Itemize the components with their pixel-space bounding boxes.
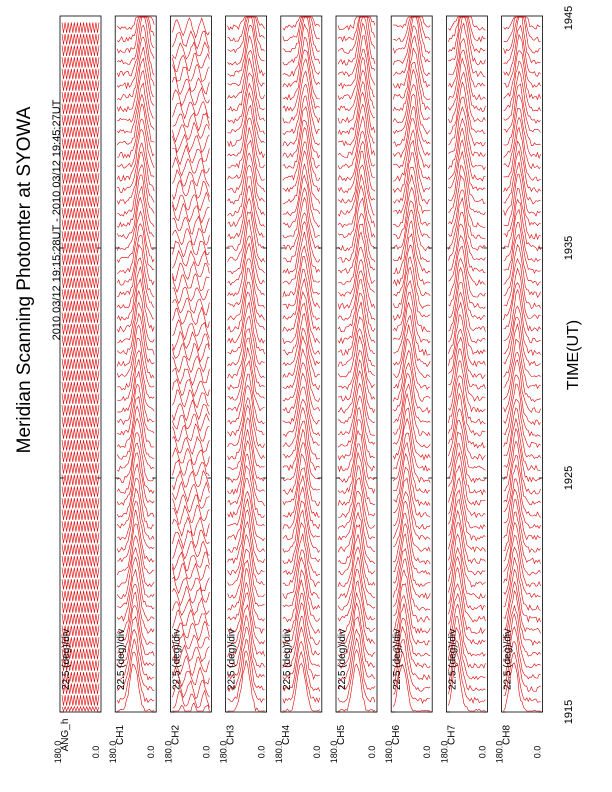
scan-trace bbox=[62, 510, 99, 520]
scan-trace bbox=[62, 394, 99, 404]
scan-trace bbox=[172, 113, 209, 131]
scan-trace bbox=[283, 303, 320, 354]
scan-trace bbox=[228, 418, 265, 470]
scan-trace bbox=[62, 602, 99, 612]
scan-trace bbox=[62, 312, 99, 322]
scan-trace bbox=[62, 69, 99, 79]
scan-trace bbox=[393, 26, 430, 76]
scan-trace bbox=[172, 193, 209, 211]
channel-label: CH1 bbox=[115, 724, 127, 746]
scan-trace bbox=[62, 417, 99, 427]
scan-trace bbox=[448, 557, 485, 610]
scan-trace bbox=[62, 138, 99, 148]
scan-trace bbox=[62, 254, 99, 264]
scan-trace bbox=[117, 25, 154, 76]
scan-trace bbox=[117, 464, 154, 517]
scale-label: 22.5 (deg)/div bbox=[337, 628, 348, 690]
scan-trace bbox=[62, 382, 99, 392]
scan-trace bbox=[504, 290, 541, 343]
channel-label: CH7 bbox=[446, 724, 458, 746]
y-tick-label: 0.0 bbox=[91, 745, 101, 759]
scan-trace bbox=[393, 210, 430, 262]
scan-trace bbox=[62, 22, 99, 32]
scan-trace bbox=[172, 204, 209, 223]
scan-trace bbox=[228, 522, 265, 575]
scan-trace bbox=[62, 289, 99, 299]
scan-trace bbox=[172, 180, 209, 199]
scan-trace bbox=[228, 186, 265, 239]
scan-trace bbox=[62, 544, 99, 554]
chart-title: Meridian Scanning Photomter at SYOWA bbox=[14, 106, 35, 454]
scan-trace bbox=[228, 198, 265, 250]
y-tick-label: 0.0 bbox=[201, 745, 212, 759]
scan-trace bbox=[172, 18, 209, 38]
scan-trace bbox=[393, 316, 430, 367]
scan-trace bbox=[62, 405, 99, 415]
panel-ch1 bbox=[108, 16, 156, 763]
scan-trace bbox=[62, 336, 99, 346]
scan-trace bbox=[117, 570, 154, 621]
scan-trace bbox=[62, 452, 99, 462]
scan-trace bbox=[117, 17, 154, 42]
scan-trace bbox=[117, 351, 154, 401]
y-tick-label: 180.0 bbox=[163, 740, 174, 764]
scan-trace bbox=[283, 336, 320, 389]
x-tick-label: 1945 bbox=[563, 5, 575, 31]
scan-trace bbox=[504, 557, 541, 610]
panel-ang_h bbox=[53, 16, 101, 763]
scan-trace bbox=[393, 188, 430, 239]
scan-trace bbox=[448, 17, 485, 65]
scan-trace bbox=[62, 533, 99, 543]
scan-trace bbox=[62, 463, 99, 473]
scan-trace bbox=[62, 440, 99, 450]
scan-trace bbox=[338, 491, 375, 540]
scan-trace bbox=[228, 492, 265, 541]
scale-label: 22.5 (deg)/div bbox=[61, 628, 72, 690]
scan-trace bbox=[393, 36, 430, 88]
scan-trace bbox=[172, 400, 209, 421]
scan-trace bbox=[228, 510, 265, 563]
scan-trace bbox=[117, 17, 154, 65]
scan-trace bbox=[283, 454, 320, 505]
scan-trace bbox=[393, 94, 430, 146]
scan-trace bbox=[172, 505, 209, 524]
scan-trace bbox=[393, 106, 430, 157]
y-tick-label: 0.0 bbox=[311, 745, 322, 759]
scan-trace bbox=[504, 51, 541, 100]
panel-frame bbox=[170, 16, 211, 712]
scan-trace bbox=[172, 122, 209, 141]
scan-trace bbox=[62, 568, 99, 578]
panel-ch6 bbox=[384, 16, 432, 763]
scan-trace bbox=[62, 196, 99, 206]
scan-trace bbox=[62, 475, 99, 485]
scan-trace bbox=[228, 535, 265, 586]
scan-trace bbox=[62, 231, 99, 241]
y-tick-label: 180.0 bbox=[439, 740, 450, 764]
y-tick-label: 180.0 bbox=[273, 740, 284, 764]
channel-label: CH6 bbox=[391, 724, 403, 746]
scan-trace bbox=[172, 379, 209, 396]
scan-trace bbox=[338, 17, 375, 53]
scan-trace bbox=[504, 17, 541, 53]
scan-trace bbox=[228, 259, 265, 309]
scan-trace bbox=[172, 53, 209, 71]
channel-label: CH2 bbox=[170, 724, 182, 746]
scan-trace bbox=[283, 570, 320, 622]
scan-trace bbox=[393, 303, 430, 356]
y-tick-label: 0.0 bbox=[532, 745, 543, 759]
scan-trace bbox=[393, 492, 430, 540]
scan-trace bbox=[62, 115, 99, 125]
scan-trace bbox=[62, 150, 99, 160]
scan-trace bbox=[504, 17, 541, 42]
y-tick-label: 0.0 bbox=[367, 745, 377, 759]
channel-label: CH3 bbox=[225, 724, 237, 746]
scan-trace bbox=[62, 614, 99, 624]
scan-trace bbox=[338, 453, 375, 506]
scan-trace bbox=[62, 428, 99, 438]
scan-trace bbox=[62, 370, 99, 380]
panel-ch7 bbox=[439, 16, 487, 763]
scan-trace bbox=[283, 399, 320, 447]
scan-trace bbox=[62, 556, 99, 566]
scan-trace bbox=[62, 162, 99, 172]
scan-trace bbox=[62, 208, 99, 218]
scan-trace bbox=[62, 173, 99, 183]
scan-trace bbox=[504, 84, 541, 133]
scan-trace bbox=[283, 580, 320, 634]
scan-trace bbox=[172, 552, 209, 571]
scan-trace bbox=[172, 332, 209, 351]
scan-trace bbox=[448, 176, 485, 228]
scan-trace bbox=[117, 338, 154, 390]
scan-trace bbox=[172, 31, 209, 49]
scan-trace bbox=[228, 292, 265, 343]
panel-ch5 bbox=[329, 16, 377, 763]
y-tick-label: 0.0 bbox=[477, 745, 488, 759]
panel-ch3 bbox=[219, 16, 267, 763]
scan-trace bbox=[62, 521, 99, 531]
y-tick-label: 0.0 bbox=[422, 745, 433, 759]
scan-trace bbox=[62, 220, 99, 230]
scan-trace bbox=[117, 187, 154, 239]
scan-trace bbox=[62, 278, 99, 288]
channel-label: ANG_h bbox=[60, 718, 71, 752]
scan-trace bbox=[338, 165, 375, 216]
scan-trace bbox=[62, 92, 99, 102]
channel-label: CH4 bbox=[280, 724, 292, 746]
scan-trace bbox=[62, 486, 99, 496]
scan-trace bbox=[172, 577, 209, 593]
channel-label: CH5 bbox=[336, 724, 347, 746]
scan-trace bbox=[117, 17, 154, 53]
scan-trace bbox=[338, 569, 375, 621]
scan-trace bbox=[172, 135, 209, 153]
scan-trace bbox=[172, 471, 209, 490]
scan-trace bbox=[172, 274, 209, 292]
scan-trace bbox=[504, 489, 541, 539]
scan-trace bbox=[62, 57, 99, 67]
scan-trace bbox=[504, 324, 541, 377]
scan-trace bbox=[62, 104, 99, 114]
scan-trace bbox=[62, 185, 99, 195]
y-tick-label: 180.0 bbox=[384, 740, 395, 764]
scan-trace bbox=[448, 584, 485, 634]
panel-ch8 bbox=[495, 16, 543, 763]
scan-trace bbox=[283, 17, 320, 41]
scan-trace bbox=[504, 118, 541, 169]
scan-trace bbox=[117, 501, 154, 552]
scan-trace bbox=[62, 266, 99, 276]
scan-trace bbox=[228, 405, 265, 459]
scan-trace bbox=[172, 241, 209, 257]
scan-trace bbox=[283, 257, 320, 309]
y-tick-label: 180.0 bbox=[53, 740, 63, 764]
scan-trace bbox=[448, 444, 485, 495]
scan-trace bbox=[228, 58, 265, 111]
scan-trace bbox=[338, 581, 375, 634]
scan-trace bbox=[228, 153, 265, 204]
scan-trace bbox=[228, 17, 265, 42]
scan-trace bbox=[62, 347, 99, 357]
y-tick-label: 180.0 bbox=[329, 740, 339, 764]
panel-ch2 bbox=[163, 16, 211, 763]
scan-trace bbox=[117, 584, 154, 633]
scan-trace bbox=[228, 302, 265, 354]
scan-trace bbox=[448, 151, 485, 203]
scan-trace bbox=[62, 80, 99, 90]
scan-trace bbox=[393, 419, 430, 471]
scan-trace bbox=[338, 444, 375, 494]
scan-trace bbox=[62, 243, 99, 253]
scale-label: 22.5 (deg)/div bbox=[502, 628, 514, 690]
scan-trace bbox=[62, 324, 99, 334]
scan-trace bbox=[283, 349, 320, 401]
scan-trace bbox=[393, 130, 430, 181]
scan-trace bbox=[283, 269, 320, 320]
scan-trace bbox=[172, 251, 209, 268]
x-tick-label: 1915 bbox=[563, 699, 575, 725]
scan-trace bbox=[393, 384, 430, 436]
y-tick-label: 180.0 bbox=[108, 740, 119, 764]
scan-trace bbox=[448, 432, 485, 482]
channel-label: CH8 bbox=[501, 724, 513, 746]
scan-trace bbox=[62, 127, 99, 137]
scan-trace bbox=[117, 536, 154, 587]
scan-trace bbox=[228, 329, 265, 379]
scan-trace bbox=[172, 495, 209, 514]
scan-trace bbox=[117, 489, 154, 540]
scan-trace bbox=[228, 499, 265, 552]
scan-trace bbox=[117, 359, 154, 412]
scan-trace bbox=[62, 707, 99, 711]
scan-trace bbox=[172, 530, 209, 548]
scale-label: 22.5 (deg)/div bbox=[392, 628, 404, 690]
panels-group bbox=[53, 16, 543, 763]
scale-label: 22.5 (deg)/div bbox=[447, 628, 459, 690]
scan-trace bbox=[62, 579, 99, 589]
y-tick-label: 0.0 bbox=[256, 745, 267, 759]
scale-label: 22.5 (deg)/div bbox=[116, 628, 128, 690]
scan-trace bbox=[172, 343, 209, 361]
scan-trace bbox=[504, 127, 541, 180]
scale-label: 22.5 (deg)/div bbox=[281, 628, 293, 690]
scan-trace bbox=[338, 408, 375, 460]
scan-trace bbox=[172, 356, 209, 372]
scan-trace bbox=[62, 359, 99, 369]
scan-trace bbox=[172, 262, 209, 281]
scan-trace bbox=[62, 695, 99, 705]
y-tick-label: 0.0 bbox=[146, 745, 157, 759]
scan-trace bbox=[172, 42, 209, 59]
scan-trace bbox=[283, 198, 320, 250]
x-axis-label: TIME(UT) bbox=[565, 319, 582, 391]
panel-ch4 bbox=[274, 16, 322, 763]
scan-trace bbox=[393, 454, 430, 506]
y-tick-label: 180.0 bbox=[494, 740, 505, 764]
scan-trace bbox=[393, 17, 430, 41]
scan-trace bbox=[393, 85, 430, 134]
scan-trace bbox=[62, 591, 99, 601]
scan-trace bbox=[62, 301, 99, 311]
scan-trace bbox=[172, 703, 209, 711]
scan-trace bbox=[172, 102, 209, 119]
panel-frame bbox=[115, 16, 156, 712]
scan-trace bbox=[172, 414, 209, 431]
scan-trace bbox=[448, 17, 485, 30]
scan-trace bbox=[228, 17, 265, 53]
scan-trace bbox=[283, 523, 320, 576]
scan-trace bbox=[62, 34, 99, 44]
x-tick-label: 1925 bbox=[563, 465, 575, 491]
x-tick-label: 1935 bbox=[563, 235, 575, 261]
chart-subtitle: 2010 03/12 19:15:28UT - 2010 03/12 19:45:27UT bbox=[51, 99, 63, 341]
scan-trace bbox=[62, 498, 99, 508]
scan-trace bbox=[338, 466, 375, 518]
scan-trace bbox=[504, 17, 541, 64]
scan-trace bbox=[172, 691, 209, 709]
scan-trace bbox=[338, 535, 375, 587]
scan-trace bbox=[504, 108, 541, 158]
scan-trace bbox=[228, 478, 265, 526]
scan-trace bbox=[172, 563, 209, 580]
scan-trace bbox=[283, 373, 320, 424]
scan-trace bbox=[172, 482, 209, 502]
y-tick-label: 180.0 bbox=[218, 740, 229, 764]
scan-trace bbox=[62, 46, 99, 56]
scale-label: 22.5 (deg)/div bbox=[226, 628, 238, 690]
scan-trace bbox=[393, 201, 430, 251]
scale-label: 22.5 (deg)/div bbox=[171, 628, 183, 690]
